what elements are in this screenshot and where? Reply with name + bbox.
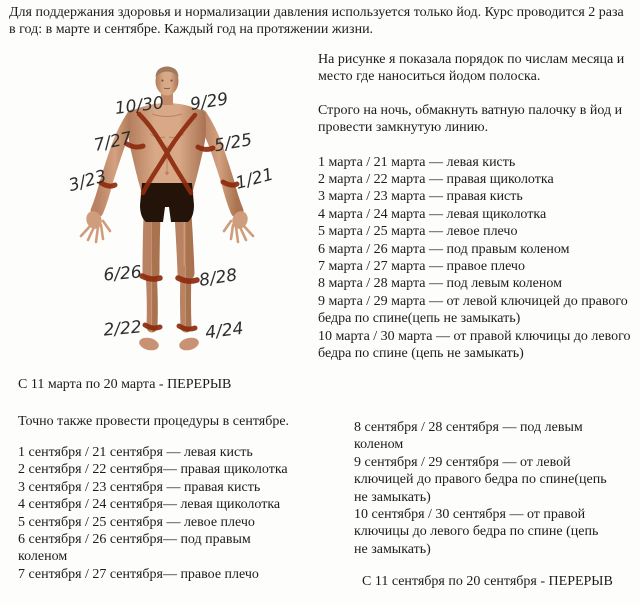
september-break-note: С 11 сентября по 20 сентября - ПЕРЕРЫВ — [362, 574, 613, 589]
september-schedule-list-8-10 — [354, 419, 612, 558]
human-figure-svg — [55, 55, 315, 365]
september-item-3: 3 сентября / 23 сентября — правая кисть — [18, 479, 261, 495]
september-item-8: 8 сентября / 28 сентября — под левым коленом — [354, 420, 583, 453]
annotation-5-25: 5/25 — [212, 129, 254, 157]
figure-fingers — [81, 221, 253, 242]
march-item-1: 1 марта / 21 марта — левая кисть — [318, 154, 516, 170]
human-figure-diagram — [55, 55, 315, 365]
annotation-10-30: 10/30 — [113, 93, 165, 119]
annotation-9-29: 9/29 — [188, 89, 230, 115]
iodine-left-ankle-band — [179, 326, 195, 329]
figure-right-thigh — [183, 215, 186, 273]
annotation-8-28: 8/28 — [197, 265, 239, 291]
iodine-left-knee-band — [178, 278, 197, 281]
iodine-right-knee-band — [142, 276, 160, 279]
annotation-7-27: 7/27 — [92, 128, 134, 156]
september-item-5: 5 сентября / 25 сентября — левое плечо — [18, 514, 255, 530]
annotation-4-24: 4/24 — [204, 318, 245, 344]
annotation-1-21: 1/21 — [233, 164, 276, 194]
march-break-note: С 11 марта по 20 марта - ПЕРЕРЫВ — [18, 377, 232, 392]
annotation-2-22: 2/22 — [102, 317, 143, 341]
september-item-2: 2 сентября / 22 сентября— правая щиколотка — [18, 462, 288, 478]
march-item-9: 9 марта / 29 марта — от левой ключицей до правого бедра по спине(цепь не замыкать) — [318, 293, 628, 327]
march-item-2: 2 марта / 22 марта — правая щиколотка — [318, 172, 554, 188]
night-procedure-paragraph: Строго на ночь, обмакнуть ватную палочку в йод и провести замкнутую линию. — [318, 102, 623, 136]
september-item-9: 9 сентября / 29 сентября — от левой ключицей до правого бедра по спине(цепь не замыкать) — [354, 454, 607, 505]
march-item-5: 5 марта / 25 марта — левое плечо — [318, 224, 518, 240]
march-item-7: 7 марта / 27 марта — правое плечо — [318, 259, 525, 275]
march-item-8: 8 марта / 28 марта — под левым коленом — [318, 276, 562, 292]
intro-paragraph: Для поддержания здоровья и нормализации давления используется только йод. Курс проводится 2 раза в год: в марте и сентябре. Каждый год на протяжении жизни. — [9, 5, 624, 38]
figure-left-thigh — [151, 215, 152, 273]
annotation-3-23: 3/23 — [66, 166, 109, 197]
september-item-4: 4 сентября / 24 сентября— левая щиколотка — [18, 497, 281, 513]
figure-explanation-paragraph: На рисунке я показала порядок по числам месяца и место где наноситься йодом полоска. — [318, 52, 625, 85]
march-schedule-column — [318, 51, 636, 363]
march-schedule-list — [318, 154, 636, 363]
september-procedure-note: Точно также провести процедуры в сентябре. — [18, 414, 290, 429]
september-schedule-list-1-7 — [18, 444, 290, 583]
march-item-10: 10 марта / 30 марта — от правой ключицы до левого бедра по спине (цепь не замыкать) — [318, 328, 631, 362]
march-item-6: 6 марта / 26 марта — под правым коленом — [318, 241, 570, 257]
figure-feet — [138, 336, 200, 352]
september-item-7: 7 сентября / 27 сентября— правое плечо — [18, 566, 259, 582]
march-item-4: 4 марта / 24 марта — левая щиколотка — [318, 206, 547, 222]
march-item-3: 3 марта / 23 марта — правая кисть — [318, 189, 523, 205]
annotation-6-26: 6/26 — [102, 262, 143, 286]
figure-legs — [151, 215, 186, 327]
september-item-10: 10 сентября / 30 сентября — от правой ключицы до левого бедра по спине (цепь не замыкать) — [354, 507, 599, 557]
september-item-1: 1 сентября / 21 сентября — левая кисть — [18, 445, 253, 460]
figure-right-arm — [201, 116, 237, 211]
september-item-6: 6 сентября / 26 сентября— под правым коленом — [18, 532, 251, 565]
iodine-right-ankle-band — [145, 325, 160, 328]
iodine-left-shoulder-band — [198, 147, 213, 149]
